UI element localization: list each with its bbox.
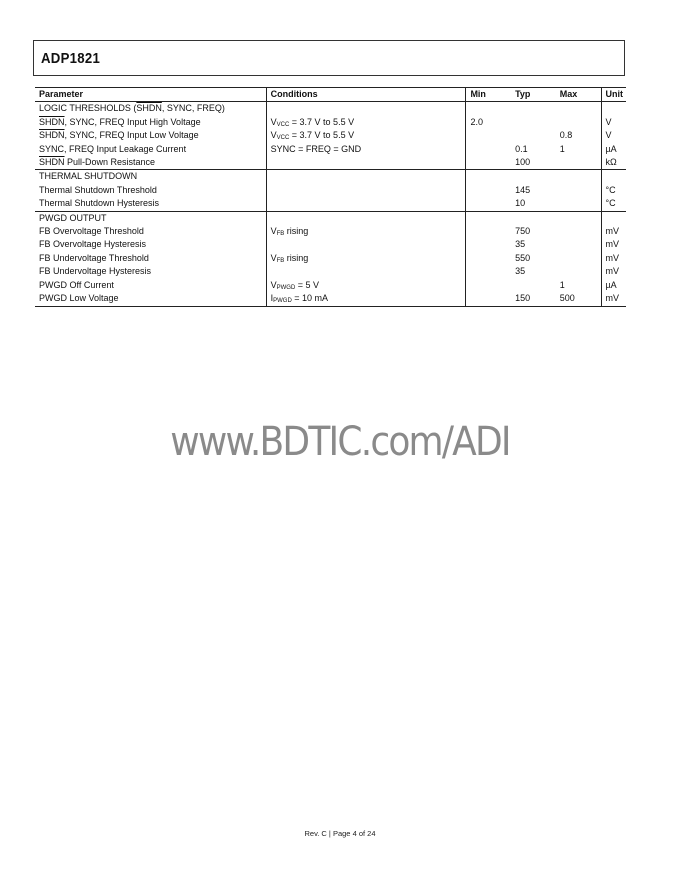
col-header-min: Min [466, 88, 511, 102]
cell-typ [511, 129, 556, 142]
cell-conditions [266, 156, 466, 170]
empty-cell [466, 170, 511, 184]
cell-typ: 10 [515, 198, 526, 209]
cell-typ: 550 [515, 252, 531, 263]
cell-parameter [35, 279, 266, 292]
table-row [35, 225, 626, 238]
table-group-row [35, 211, 626, 225]
header-box [33, 40, 625, 76]
condition-symbol: V [270, 226, 277, 237]
cell-typ: 150 [511, 292, 556, 306]
col-header-max: Max [556, 88, 601, 102]
table-header-row [35, 88, 626, 102]
cell-conditions [266, 225, 466, 238]
cell-conditions [266, 143, 466, 156]
table-row [35, 129, 626, 142]
condition-subscript: PWGD [273, 298, 292, 305]
table-row [35, 197, 626, 211]
cell-parameter [35, 265, 266, 278]
condition-text: rising [284, 226, 309, 237]
cell-parameter [35, 143, 266, 156]
empty-cell [601, 102, 626, 116]
empty-cell [556, 170, 601, 184]
parameter-text: SYNC, FREQ Input Leakage Current [39, 143, 187, 154]
watermark: www.BDTIC.com/ADI [170, 419, 510, 465]
group-title-text: THERMAL SHUTDOWN [39, 171, 138, 182]
cell-max: 1 [559, 143, 565, 154]
cell-max [556, 156, 601, 170]
empty-cell [466, 102, 511, 116]
parameter-text: PWGD Low Voltage [39, 293, 119, 304]
cell-unit: °C [601, 197, 626, 211]
cell-unit: V [601, 129, 626, 142]
parameter-overline: SHDN [39, 116, 65, 127]
cell-unit: µA [601, 279, 626, 292]
parameter-overline: SHDN [39, 130, 65, 141]
cell-conditions [266, 265, 466, 278]
cell-min [466, 279, 511, 292]
condition-text: SYNC = FREQ = GND [270, 143, 362, 154]
table-row [35, 252, 626, 265]
group-title-text: PWGD OUTPUT [39, 212, 107, 223]
table-body [35, 102, 626, 306]
cell-parameter [35, 238, 266, 251]
cell-min [466, 225, 511, 238]
condition-text: = 10 mA [291, 293, 329, 304]
cell-parameter [35, 156, 266, 170]
cell-min [466, 252, 511, 265]
cell-min [466, 129, 511, 142]
col-header-conditions: Conditions [266, 88, 466, 102]
col-header-unit: Unit [601, 88, 626, 102]
group-title [35, 170, 266, 184]
page-footer: Rev. C | Page 4 of 24 [304, 829, 376, 838]
parameter-text: PWGD Off Current [39, 279, 114, 290]
cell-parameter [35, 252, 266, 265]
cell-conditions [266, 279, 466, 292]
group-title [35, 211, 266, 225]
part-number: ADP1821 [41, 50, 101, 67]
table-row [35, 143, 626, 156]
group-title-overline: SHDN [136, 103, 162, 114]
condition-symbol: V [270, 252, 277, 263]
parameter-text: FB Overvoltage Threshold [39, 226, 144, 237]
cell-max [556, 225, 601, 238]
cell-conditions [266, 129, 466, 142]
cell-typ: 35 [515, 239, 526, 250]
condition-symbol: V [270, 279, 277, 290]
cell-min [466, 238, 511, 251]
cell-parameter [35, 197, 266, 211]
cell-min [466, 156, 511, 170]
cell-max [556, 238, 601, 251]
cell-conditions [266, 292, 466, 306]
parameter-text: , SYNC, FREQ Input Low Voltage [64, 130, 199, 141]
cell-max [556, 265, 601, 278]
cell-unit: mV [601, 238, 626, 251]
table-group-row [35, 170, 626, 184]
cell-min [466, 265, 511, 278]
condition-symbol: V [270, 116, 277, 127]
empty-cell [511, 102, 556, 116]
empty-cell [511, 170, 556, 184]
cell-unit: mV [601, 252, 626, 265]
parameter-text: FB Undervoltage Hysteresis [39, 266, 152, 277]
empty-cell [601, 211, 626, 225]
cell-typ: 35 [515, 266, 526, 277]
cell-max: 500 [556, 292, 601, 306]
group-title-text: LOGIC THRESHOLDS ( [39, 103, 137, 114]
empty-cell [556, 102, 601, 116]
condition-symbol: V [270, 130, 277, 141]
table-row [35, 238, 626, 251]
cell-unit: mV [601, 225, 626, 238]
cell-min [466, 292, 511, 306]
cell-max: 0.8 [559, 130, 573, 141]
table-row [35, 184, 626, 197]
cell-parameter [35, 292, 266, 306]
condition-text: = 5 V [295, 279, 320, 290]
cell-max [556, 116, 601, 129]
cell-max [556, 252, 601, 265]
parameter-overline: SHDN [39, 157, 65, 168]
cell-min [466, 143, 511, 156]
cell-conditions [266, 184, 466, 197]
cell-max: 1 [559, 279, 565, 290]
cell-parameter [35, 225, 266, 238]
cell-conditions [266, 197, 466, 211]
cell-typ: 145 [515, 184, 531, 195]
cell-conditions [266, 238, 466, 251]
cell-parameter [35, 116, 266, 129]
empty-cell [466, 211, 511, 225]
condition-symbol: I [270, 293, 274, 304]
parameter-text: , SYNC, FREQ Input High Voltage [64, 116, 201, 127]
cell-min: 2.0 [466, 116, 511, 129]
cell-min [466, 184, 511, 197]
cell-max [556, 184, 601, 197]
col-header-typ: Typ [511, 88, 556, 102]
cell-typ: 0.1 [515, 143, 528, 154]
table-row [35, 265, 626, 278]
cell-unit: °C [601, 184, 626, 197]
cell-unit: kΩ [601, 156, 626, 170]
condition-subscript: VCC [276, 135, 290, 142]
cell-parameter [35, 129, 266, 142]
col-header-parameter: Parameter [35, 88, 266, 102]
cell-conditions [266, 116, 466, 129]
cell-typ: 100 [515, 157, 531, 168]
table-row [35, 116, 626, 129]
cell-typ [511, 279, 556, 292]
cell-max [556, 197, 601, 211]
empty-cell [266, 211, 466, 225]
condition-subscript: PWGD [276, 284, 296, 291]
table-row [35, 292, 626, 306]
table-row [35, 156, 626, 170]
empty-cell [601, 170, 626, 184]
cell-unit: mV [601, 265, 626, 278]
cell-parameter [35, 184, 266, 197]
cell-typ: 750 [515, 226, 531, 237]
condition-text: = 3.7 V to 5.5 V [289, 116, 355, 127]
parameter-text: Thermal Shutdown Threshold [39, 184, 157, 195]
parameter-text: FB Overvoltage Hysteresis [39, 239, 147, 250]
empty-cell [511, 211, 556, 225]
condition-subscript: VCC [276, 121, 290, 128]
condition-text: rising [284, 252, 309, 263]
cell-typ [511, 116, 556, 129]
condition-subscript: FB [276, 231, 285, 238]
parameter-text: Pull-Down Resistance [64, 157, 156, 168]
cell-unit: µA [601, 143, 626, 156]
empty-cell [556, 211, 601, 225]
specifications-table [35, 87, 626, 307]
empty-cell [266, 102, 466, 116]
cell-unit: mV [601, 292, 626, 306]
table-group-row [35, 102, 626, 116]
cell-min [466, 197, 511, 211]
condition-subscript: FB [276, 257, 285, 264]
group-title [35, 102, 266, 116]
cell-unit: V [601, 116, 626, 129]
parameter-text: FB Undervoltage Threshold [39, 252, 149, 263]
condition-text: = 3.7 V to 5.5 V [289, 130, 355, 141]
table-row [35, 279, 626, 292]
group-title-suffix: , SYNC, FREQ) [161, 103, 225, 114]
parameter-text: Thermal Shutdown Hysteresis [39, 198, 160, 209]
cell-conditions [266, 252, 466, 265]
empty-cell [266, 170, 466, 184]
